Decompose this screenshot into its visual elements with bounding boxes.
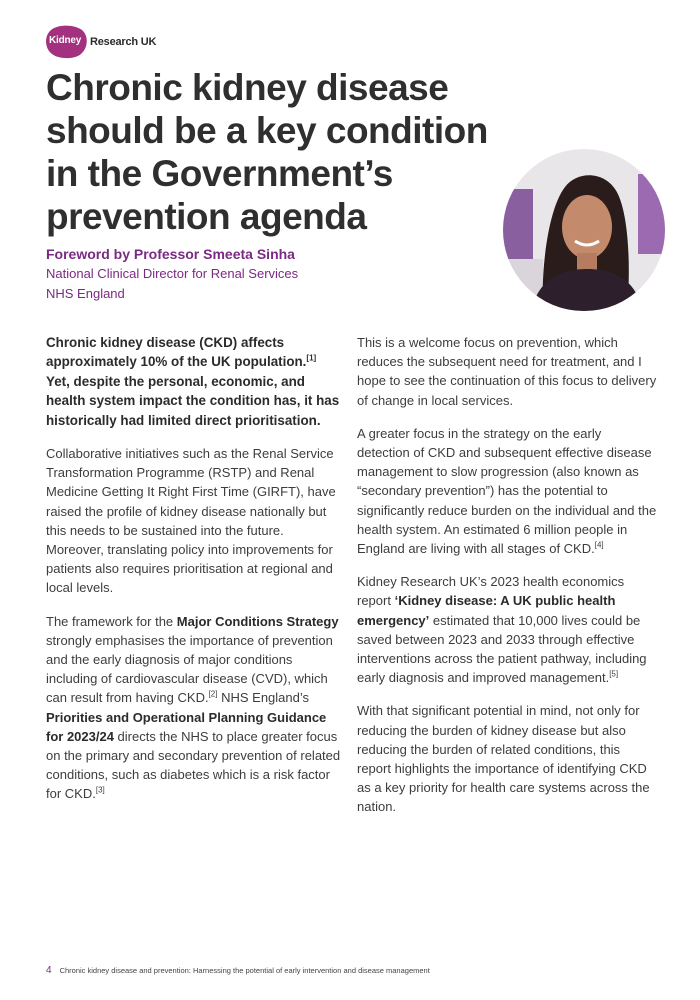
page-number: 4 xyxy=(46,965,52,976)
page-footer xyxy=(46,965,430,976)
logo-badge-text: Kidney xyxy=(49,35,82,46)
footer-text: Chronic kidney disease and prevention: Harnessing the potential of early intervention and disease management xyxy=(59,966,430,975)
paragraph: With that significant potential in mind, not only for reducing the burden of kidney disease but also reducing the burden of related conditions, this report highlights the importance of identifying CKD as a key priority for health care systems across the nation. xyxy=(357,703,650,815)
foreword-role: National Clinical Director for Renal Services xyxy=(46,266,299,281)
foreword-block xyxy=(46,244,466,304)
kidney-logo-icon xyxy=(44,25,88,59)
paragraph: Collaborative initiatives such as the Renal Service Transformation Programme (RSTP) and Renal Medicine Getting It Right First Time (GIRFT), have raised the profile of kidney disease nationally but this needs to be sustained into the future. Moreover, translating policy into improvements for patients also requires prioritisation at regional and local levels. xyxy=(46,446,336,596)
lead-paragraph: Chronic kidney disease (CKD) affects approximately 10% of the UK population.[1] Yet, despite the personal, economic, and health system impact the condition has, it has historically had limited direct prioritisation. xyxy=(46,335,340,428)
author-portrait xyxy=(503,149,665,311)
paragraph: The framework for the Major Conditions Strategy strongly emphasises the importance of prevention and the early diagnosis of major conditions including of cardiovascular disease (CVD), which can result from having CKD.[2] NHS England’s Priorities and Operational Planning Guidance for 2023/24 directs the NHS to place greater focus on the primary and secondary prevention of related conditions, such as diabetes which is a risk factor for CKD.[3] xyxy=(46,613,341,802)
right-column xyxy=(357,333,657,831)
page-title: Chronic kidney disease should be a key condition in the Government’s prevention agenda xyxy=(46,67,488,237)
foreword-title: Foreword by Professor Smeeta Sinha xyxy=(46,246,295,262)
brand-logo xyxy=(44,26,156,58)
logo-text: Research UK xyxy=(90,36,157,48)
foreword-org: NHS England xyxy=(46,286,125,301)
paragraph: Kidney Research UK’s 2023 health economics report ‘Kidney disease: A UK public health emergency’ estimated that 10,000 lives could be saved between 2023 and 2033 through effective interventions across the patient pathway, including early diagnosis and improved management.[5] xyxy=(357,574,647,686)
paragraph: This is a welcome focus on prevention, which reduces the subsequent need for treatment, and I hope to see the continuation of this focus to delivery of change in local services. xyxy=(357,335,657,408)
paragraph: A greater focus in the strategy on the early detection of CKD and subsequent effective disease management to slow progression (also known as “secondary prevention”) has the potential to significantly reduce burden on the individual and the health system. An estimated 6 million people in England are living with all stages of CKD.[4] xyxy=(357,425,657,557)
left-column xyxy=(46,333,342,818)
